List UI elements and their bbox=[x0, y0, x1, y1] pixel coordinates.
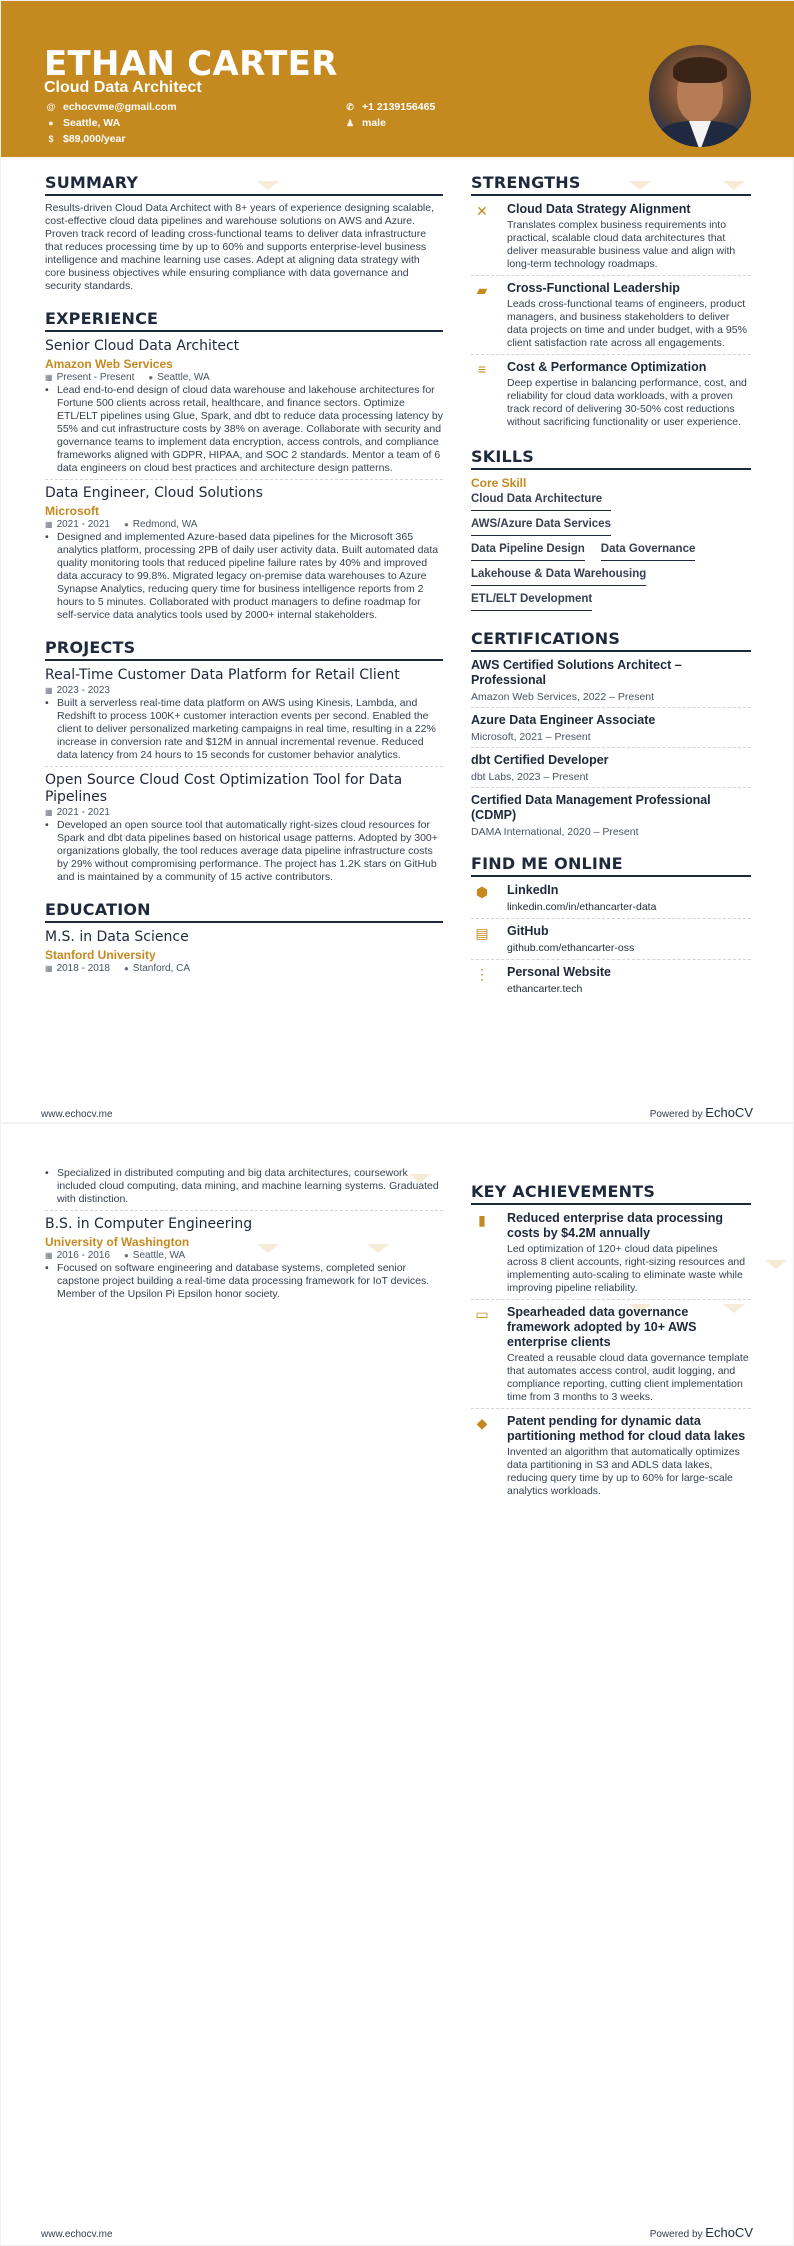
email-icon: @ bbox=[46, 102, 56, 112]
education-bullet: • Specialized in distributed computing and big data architectures, coursework included cloud computing, data mining, and machine learning systems. Graduated with distinction. bbox=[45, 1167, 439, 1205]
online-item-linkedin[interactable]: ⬢ LinkedIn linkedin.com/in/ethancarter-data bbox=[471, 883, 751, 914]
section-heading: SKILLS bbox=[471, 447, 751, 470]
document-icon: ▮ bbox=[478, 1212, 486, 1228]
job-bullet: • Lead end-to-end design of cloud data warehouse and lakehouse architectures for Fortune 500 clients across retail, healthcare, and finance sectors. Optimize ETL/ELT pipelines using Glue, Spark, and dbt to reduce data processing latency by 55% and cut infrastructure costs by 38% on average. Collaborate with security and governance teams to implement data encryption, access controls, and compliance frameworks aligned with GDPR, HIPAA, and SOC 2 standards. Mentor a team of 6 data engineers on cloud best practices and architecture design patterns. bbox=[45, 384, 444, 474]
divider bbox=[45, 1210, 443, 1211]
calendar-icon: ▦ bbox=[45, 373, 53, 382]
calendar-icon: ▦ bbox=[45, 1251, 53, 1260]
divider bbox=[471, 918, 751, 919]
divider bbox=[45, 479, 443, 480]
degree: M.S. in Data Science bbox=[45, 929, 189, 945]
linkedin-icon: ⬢ bbox=[475, 884, 489, 900]
job-title: Data Engineer, Cloud Solutions bbox=[45, 485, 263, 501]
calendar-icon: ▦ bbox=[45, 808, 53, 817]
location-pin-icon: ● bbox=[123, 964, 129, 973]
certifications-section bbox=[471, 629, 751, 838]
strengths-section bbox=[471, 173, 751, 429]
project-item bbox=[45, 772, 443, 884]
page-footer bbox=[41, 2225, 753, 2240]
skill-tag: Data Governance bbox=[601, 540, 696, 561]
education-meta: ▦ 2018 - 2018 ● Stanford, CA bbox=[45, 963, 191, 974]
calendar-icon: ▦ bbox=[45, 520, 53, 529]
company-name: Microsoft bbox=[45, 504, 99, 518]
resume-page-2 bbox=[0, 1123, 794, 2246]
divider bbox=[471, 707, 751, 708]
left-column bbox=[45, 173, 443, 974]
bars-icon: ≡ bbox=[477, 361, 487, 377]
skill-tag: Data Pipeline Design bbox=[471, 540, 585, 561]
school-name: Stanford University bbox=[45, 948, 156, 962]
github-link[interactable]: github.com/ethancarter-oss bbox=[507, 942, 635, 954]
github-icon: ▤ bbox=[475, 925, 489, 941]
resume-header bbox=[1, 1, 794, 157]
skill-tag: ETL/ELT Development bbox=[471, 590, 592, 611]
job-meta: ▦ 2021 - 2021 ● Redmond, WA bbox=[45, 519, 198, 530]
education-bullet: • Focused on software engineering and database systems, completed senior capstone project building a real-time data processing framework for IoT devices. Member of the Upsilon Pi Epsilon honor society. bbox=[45, 1262, 430, 1300]
certification-item: AWS Certified Solutions Architect – Professional Amazon Web Services, 2022 – Present bbox=[471, 658, 682, 703]
website-link[interactable]: ethancarter.tech bbox=[507, 983, 583, 995]
achievement-item: ▮ Reduced enterprise data processing costs by $4.2M annually Led optimization of 120+ cloud data pipelines across 8 client accounts, right-sizing resources and implementing auto-scaling to eliminate waste while improving pipeline reliability. bbox=[471, 1211, 751, 1295]
divider bbox=[471, 747, 751, 748]
divider bbox=[471, 787, 751, 788]
job-meta: ▦ Present - Present ● Seattle, WA bbox=[45, 372, 210, 383]
core-skill-label: Core Skill bbox=[471, 476, 527, 490]
school-name: University of Washington bbox=[45, 1235, 190, 1249]
education-item bbox=[45, 1216, 443, 1301]
online-section bbox=[471, 854, 751, 996]
contact-location: ● Seattle, WA bbox=[46, 117, 120, 129]
footer-brand[interactable]: EchoCV bbox=[705, 2225, 753, 2240]
certification-item: Certified Data Management Professional (CDMP) DAMA International, 2020 – Present bbox=[471, 793, 711, 838]
person-icon: ♟ bbox=[345, 117, 355, 128]
achievements-section bbox=[471, 1182, 751, 1498]
contact-phone[interactable]: ✆ +1 2139156465 bbox=[346, 101, 436, 113]
contact-salary: $ $89,000/year bbox=[46, 133, 125, 145]
contact-email[interactable]: @ echocvme@gmail.com bbox=[46, 101, 177, 113]
experience-item bbox=[45, 485, 443, 622]
section-heading: STRENGTHS bbox=[471, 173, 751, 196]
divider bbox=[471, 275, 751, 276]
section-heading: SUMMARY bbox=[45, 173, 443, 196]
calendar-icon: ▦ bbox=[45, 964, 53, 973]
left-column-continued bbox=[45, 1166, 443, 1301]
phone-icon: ✆ bbox=[346, 101, 354, 112]
footer-brand[interactable]: EchoCV bbox=[705, 1105, 753, 1120]
salary-icon: $ bbox=[48, 134, 54, 144]
skill-tag: Lakehouse & Data Warehousing bbox=[471, 565, 646, 586]
comment-icon: ◆ bbox=[476, 1415, 488, 1431]
summary-section bbox=[45, 173, 443, 293]
section-heading: CERTIFICATIONS bbox=[471, 629, 751, 652]
divider bbox=[471, 959, 751, 960]
profile-photo bbox=[649, 45, 751, 147]
skills-list bbox=[471, 490, 751, 615]
project-title: Open Source Cloud Cost Optimization Tool for Data Pipelines bbox=[45, 772, 403, 805]
contact-gender: ♟ male bbox=[345, 117, 386, 129]
project-title: Real-Time Customer Data Platform for Retail Client bbox=[45, 667, 400, 683]
achievement-item: ▭ Spearheaded data governance framework adopted by 10+ AWS enterprise clients Created a reusable cloud data governance template that automates access control, audit logging, and compliance reporting, cutting client implementation time from 3 months to 3 weeks. bbox=[471, 1305, 751, 1404]
location-pin-icon: ● bbox=[48, 118, 54, 128]
education-section bbox=[45, 900, 443, 974]
skill-tag: Cloud Data Architecture bbox=[471, 490, 611, 511]
location-pin-icon: ● bbox=[148, 373, 154, 382]
online-item-github[interactable]: ▤ GitHub github.com/ethancarter-oss bbox=[471, 924, 751, 955]
achievement-item: ◆ Patent pending for dynamic data partitioning method for cloud data lakes Invented an algorithm that automatically optimizes data partitioning in S3 and ADLS data lakes, reducing query time by up to 60% for large-scale analytics workloads. bbox=[471, 1414, 751, 1498]
online-item-website[interactable]: ⋮ Personal Website ethancarter.tech bbox=[471, 965, 751, 996]
section-heading: FIND ME ONLINE bbox=[471, 854, 751, 877]
divider bbox=[471, 1408, 751, 1409]
experience-section bbox=[45, 309, 443, 622]
certification-item: Azure Data Engineer Associate Microsoft, 2021 – Present bbox=[471, 713, 656, 743]
footer-powered: Powered by EchoCV bbox=[649, 2225, 753, 2240]
job-title: Senior Cloud Data Architect bbox=[45, 338, 240, 354]
divider bbox=[471, 1299, 751, 1300]
certification-item: dbt Certified Developer dbt Labs, 2023 – Present bbox=[471, 753, 609, 783]
divider bbox=[45, 766, 443, 767]
project-bullet: • Developed an open source tool that automatically right-sizes cloud resources for Spark and dbt data pipelines based on historical usage patterns. Adopted by 300+ organizations globally, the tool reduces average data pipeline infrastructure costs by 29% without compromising performance. The project has 1.2K stars on GitHub and is maintained by a community of 15 active contributors. bbox=[45, 819, 438, 883]
right-column bbox=[471, 173, 751, 996]
footer-powered: Powered by EchoCV bbox=[649, 1105, 753, 1120]
skill-tag: AWS/Azure Data Services bbox=[471, 515, 611, 536]
project-item bbox=[45, 667, 443, 762]
section-heading: PROJECTS bbox=[45, 638, 443, 661]
company-name: Amazon Web Services bbox=[45, 357, 173, 371]
right-column-continued bbox=[471, 1182, 751, 1498]
strategy-icon: ✕ bbox=[476, 203, 488, 219]
projects-section bbox=[45, 638, 443, 884]
battery-icon: ▭ bbox=[475, 1306, 489, 1322]
location-pin-icon: ● bbox=[123, 520, 129, 529]
project-meta: ▦ 2021 - 2021 bbox=[45, 807, 110, 818]
section-heading: EDUCATION bbox=[45, 900, 443, 923]
strength-item: ✕ Cloud Data Strategy Alignment Translates complex business requirements into practical, scalable cloud data architectures that deliver measurable business value and align with long-term technology roadmaps. bbox=[471, 202, 751, 271]
page-footer bbox=[41, 1105, 753, 1120]
experience-item bbox=[45, 338, 443, 475]
education-item bbox=[45, 929, 443, 974]
linkedin-link[interactable]: linkedin.com/in/ethancarter-data bbox=[507, 901, 657, 913]
decor-triangle bbox=[765, 1260, 787, 1269]
calendar-icon: ▦ bbox=[45, 686, 53, 695]
website-icon: ⋮ bbox=[475, 966, 489, 982]
section-heading: EXPERIENCE bbox=[45, 309, 443, 332]
strength-item: ▰ Cross-Functional Leadership Leads cross-functional teams of engineers, product managers, and business stakeholders to deliver data projects on time and under budget, with a 95% client satisfaction rate across all engagements. bbox=[471, 281, 751, 350]
project-meta: ▦ 2023 - 2023 bbox=[45, 685, 110, 696]
footer-site-link[interactable]: www.echocv.me bbox=[41, 2229, 113, 2240]
strength-item: ≡ Cost & Performance Optimization Deep expertise in balancing performance, cost, and reliability for cloud data workloads, with a proven track record of delivering 30-50% cost reductions without sacrificing functionality or user experience. bbox=[471, 360, 751, 429]
section-heading: KEY ACHIEVEMENTS bbox=[471, 1182, 751, 1205]
skills-section bbox=[471, 447, 751, 615]
report-icon: ▰ bbox=[476, 282, 488, 298]
footer-site-link[interactable]: www.echocv.me bbox=[41, 1109, 113, 1120]
education-meta: ▦ 2016 - 2016 ● Seattle, WA bbox=[45, 1250, 186, 1261]
location-pin-icon: ● bbox=[123, 1251, 129, 1260]
summary-text: Results-driven Cloud Data Architect with 8+ years of experience designing scalable, cost-effective cloud data pipelines and warehouse solutions on AWS and Azure. Proven track record of leading cross-functional teams to deliver data infrastructure that reduces processing time by up to 60% and supports enterprise-level business intelligence and machine learning use cases. Adept at aligning data strategy with core business objectives while ensuring compliance with data governance and security standards. bbox=[45, 202, 434, 292]
candidate-title: Cloud Data Architect bbox=[44, 79, 202, 96]
degree: B.S. in Computer Engineering bbox=[45, 1216, 253, 1232]
job-bullet: • Designed and implemented Azure-based data pipelines for the Microsoft 365 analytics platform, processing 2PB of daily user activity data. Built automated data quality monitoring tools that reduced pipeline failure rates by 40% and improved data accuracy to 99.8%. Migrated legacy on-premise data warehouses to Azure Synapse Analytics, reducing query time for business intelligence reports from 2 hours to 5 minutes. Collaborated with product managers to define roadmap for self-service data analytics tools used by 2000+ internal stakeholders. bbox=[45, 531, 439, 621]
divider bbox=[471, 354, 751, 355]
project-bullet: • Built a serverless real-time data platform on AWS using Kinesis, Lambda, and Redshift to process 100K+ customer interaction events per second. Enabled the client to deliver personalized marketing campaigns in real time, resulting in a 22% increase in conversion rate and $12M in annual incremental revenue. Reduced data latency from 24 hours to 15 seconds for customer behavior analytics. bbox=[45, 697, 436, 761]
candidate-name: ETHAN CARTER bbox=[44, 44, 338, 84]
